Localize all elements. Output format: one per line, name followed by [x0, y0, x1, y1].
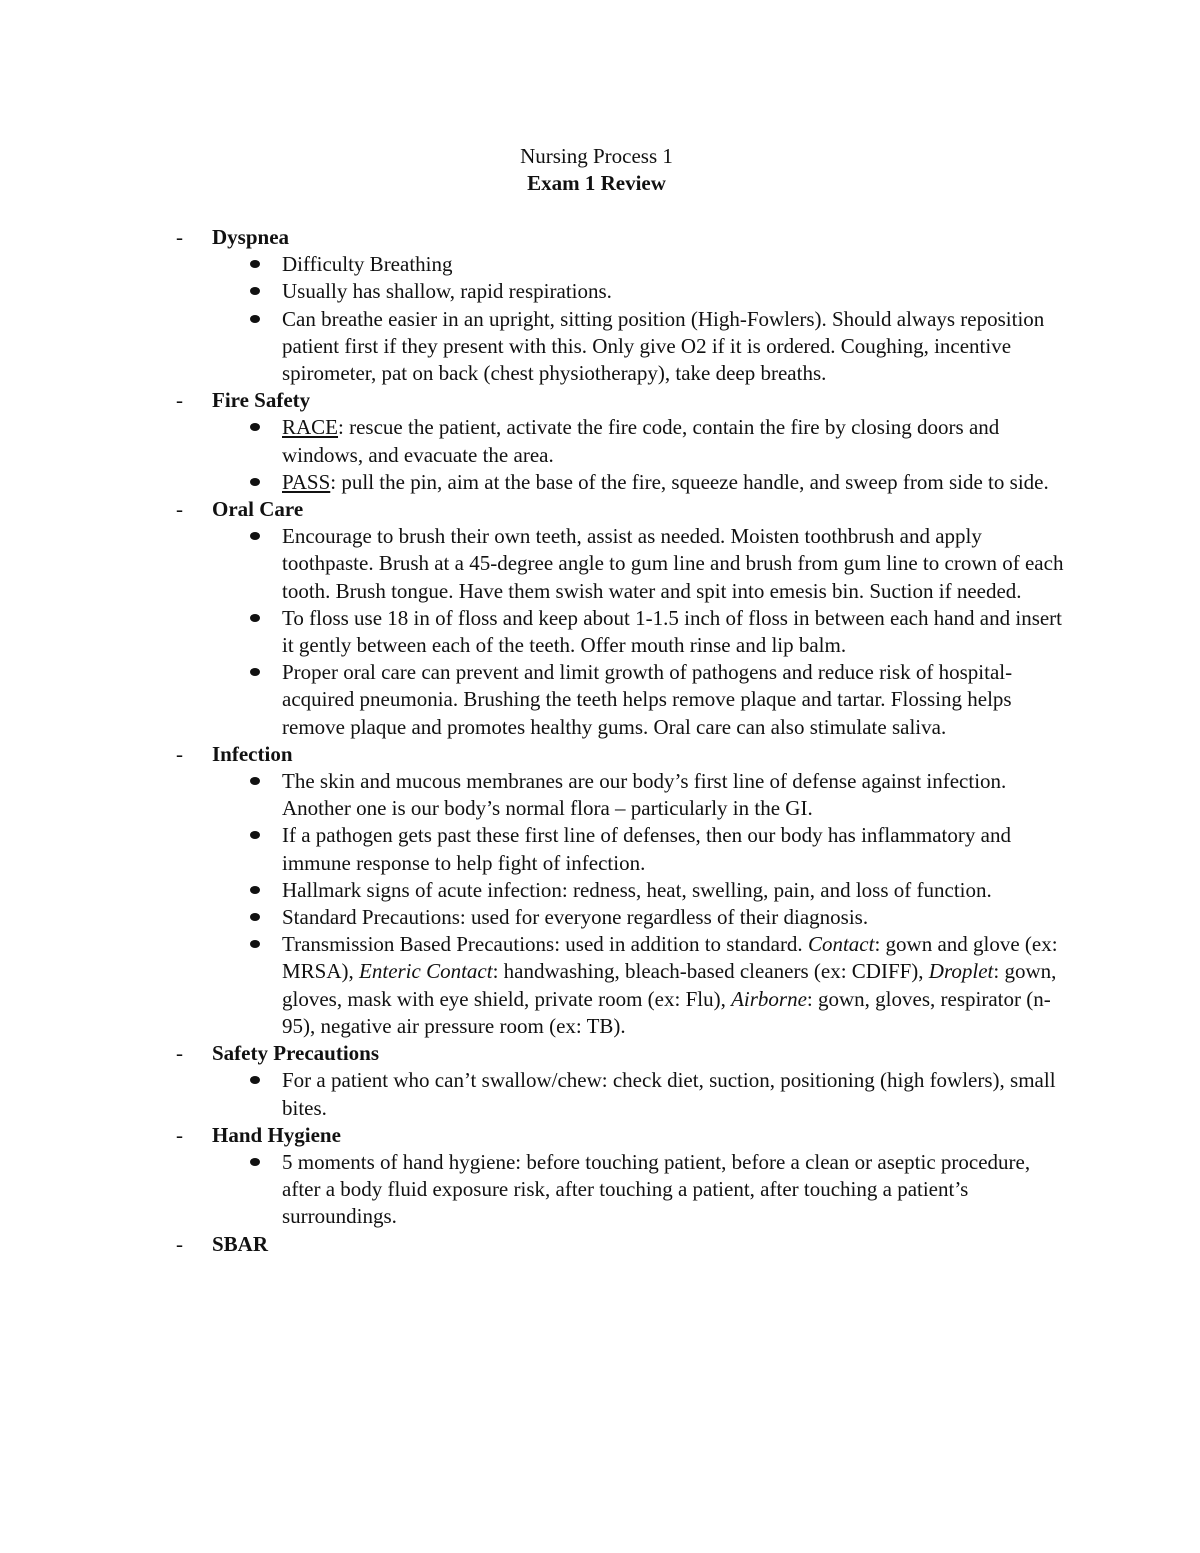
bullet-list [0, 1149, 1200, 1231]
list-item-text: Proper oral care can prevent and limit growth of pathogens and reduce risk of hospital-acquired pneumonia. Brushing the teeth helps remove plaque and tartar. Flossing helps remove plaque and promotes healthy gums. Oral care can also stimulate saliva. [282, 660, 1013, 739]
bullet-icon [250, 668, 260, 676]
enteric-contact-term: Enteric Contact [359, 959, 493, 984]
list-item-text: Can breathe easier in an upright, sitting position (High-Fowlers). Should always reposition patient first if they present with this. Only give O2 if it is ordered. Coughing, incentive spirometer, pat on back (chest physiotherapy), take deep breaths. [282, 306, 1045, 386]
section-heading [0, 741, 1200, 768]
dash-marker: - [176, 497, 183, 522]
bullet-icon [250, 777, 260, 785]
section-safety-precautions [0, 1040, 1200, 1122]
dash-marker: - [176, 741, 183, 766]
dash-marker: - [176, 1122, 183, 1147]
race-term: RACE [282, 415, 339, 440]
section-heading [0, 224, 1200, 251]
list-item [0, 414, 1200, 468]
list-item-text: : gown and glove (ex: MRSA), [282, 932, 1058, 984]
list-item-text: For a patient who can’t swallow/chew: check diet, suction, positioning (high fowlers), small bites. [282, 1068, 1056, 1120]
heading-text: Oral Care [212, 497, 304, 522]
heading-text: Fire Safety [212, 388, 311, 413]
document-subtitle: Exam 1 Review [527, 171, 666, 196]
list-item-text: 5 moments of hand hygiene: before touching patient, before a clean or aseptic procedure, after a body fluid exposure risk, after touching a patient, after touching a patient’s surroundings. [282, 1149, 1031, 1229]
bullet-icon [250, 532, 260, 540]
heading-text: Dyspnea [212, 225, 290, 249]
list-item [0, 278, 1200, 305]
section-oral-care [0, 496, 1200, 741]
section-infection [0, 741, 1200, 1040]
bullet-list [0, 1067, 1200, 1121]
list-item-text: Transmission Based Precautions: used in addition to standard. [282, 932, 808, 957]
list-item [0, 251, 1200, 278]
list-item [0, 768, 1200, 822]
bullet-list [0, 251, 1200, 387]
list-item [0, 469, 1200, 496]
list-item-text: The skin and mucous membranes are our body’s first line of defense against infection. Another one is our body’s normal flora – particularly in the GI. [282, 769, 1007, 821]
list-item [0, 1149, 1200, 1231]
list-item-text: Encourage to brush their own teeth, assist as needed. Moisten toothbrush and apply toothpaste. Brush at a 45-degree angle to gum line and brush from gum line to crown of each tooth. Brush tongue. Have them swish water and spit into emesis bin. Suction if needed. [282, 524, 1064, 603]
list-item [0, 822, 1200, 876]
airborne-term: Airborne [731, 986, 807, 1011]
bullet-icon [250, 478, 260, 486]
dash-marker: - [176, 388, 183, 413]
list-item-text: To floss use 18 in of floss and keep about 1-1.5 inch of floss in between each hand and insert it gently between each of the teeth. Offer mouth rinse and lip balm. [282, 605, 1063, 658]
list-item [0, 659, 1200, 741]
bullet-icon [250, 940, 260, 948]
list-item [0, 605, 1200, 659]
bullet-icon [250, 287, 260, 295]
heading-text: Safety Precautions [212, 1041, 380, 1066]
droplet-term: Droplet [928, 959, 994, 984]
list-item [0, 1067, 1200, 1121]
contact-term: Contact [807, 932, 875, 957]
list-item-text: Hallmark signs of acute infection: redness, heat, swelling, pain, and loss of function. [282, 877, 992, 902]
bullet-icon [250, 1076, 260, 1084]
pass-term: PASS [282, 469, 331, 494]
bullet-icon [250, 614, 260, 622]
list-item-text: Usually has shallow, rapid respirations. [282, 279, 612, 304]
list-item-text: : handwashing, bleach-based cleaners (ex: CDIFF), [492, 959, 929, 984]
bullet-list [0, 768, 1200, 1040]
bullet-icon [250, 831, 260, 839]
list-item [0, 904, 1200, 931]
bullet-icon [250, 315, 260, 323]
heading-text: Infection [212, 741, 293, 766]
section-heading [0, 1122, 1200, 1149]
section-sbar [0, 1231, 1200, 1258]
list-item [0, 931, 1200, 1040]
section-heading [0, 496, 1200, 523]
list-item-text: : rescue the patient, activate the fire code, contain the fire by closing doors and windows, and evacuate the area. [282, 415, 1000, 467]
list-item [0, 877, 1200, 904]
list-item-text: If a pathogen gets past these first line of defenses, then our body has inflammatory and immune response to help fight of infection. [282, 823, 1011, 875]
section-dyspnea [0, 224, 1200, 387]
dash-marker: - [176, 225, 183, 249]
section-heading [0, 1231, 1200, 1258]
dash-marker: - [176, 1041, 183, 1066]
bullet-icon [250, 886, 260, 894]
heading-text: SBAR [212, 1231, 269, 1256]
dash-marker: - [176, 1231, 183, 1256]
section-heading [0, 1040, 1200, 1067]
heading-text: Hand Hygiene [212, 1122, 341, 1147]
bullet-icon [250, 260, 260, 268]
section-fire-safety [0, 387, 1200, 496]
section-hand-hygiene [0, 1122, 1200, 1231]
list-item-text: : pull the pin, aim at the base of the fire, squeeze handle, and sweep from side to side. [330, 469, 1049, 494]
bullet-list [0, 523, 1200, 741]
bullet-icon [250, 1158, 260, 1166]
list-item-text: : gown, gloves, respirator (n-95), negative air pressure room (ex: TB). [282, 986, 1051, 1038]
list-item-text: Difficulty Breathing [282, 252, 453, 277]
list-item-text: Standard Precautions: used for everyone regardless of their diagnosis. [282, 905, 869, 930]
bullet-list [0, 414, 1200, 496]
list-item [0, 523, 1200, 605]
list-item-text: : gown, gloves, mask with eye shield, private room (ex: Flu), [282, 959, 1057, 1011]
document-body [0, 224, 1200, 1258]
bullet-icon [250, 913, 260, 921]
section-heading [0, 387, 1200, 414]
list-item [0, 306, 1200, 388]
bullet-icon [250, 423, 260, 431]
document-header [0, 143, 1193, 197]
document-title: Nursing Process 1 [520, 144, 673, 168]
